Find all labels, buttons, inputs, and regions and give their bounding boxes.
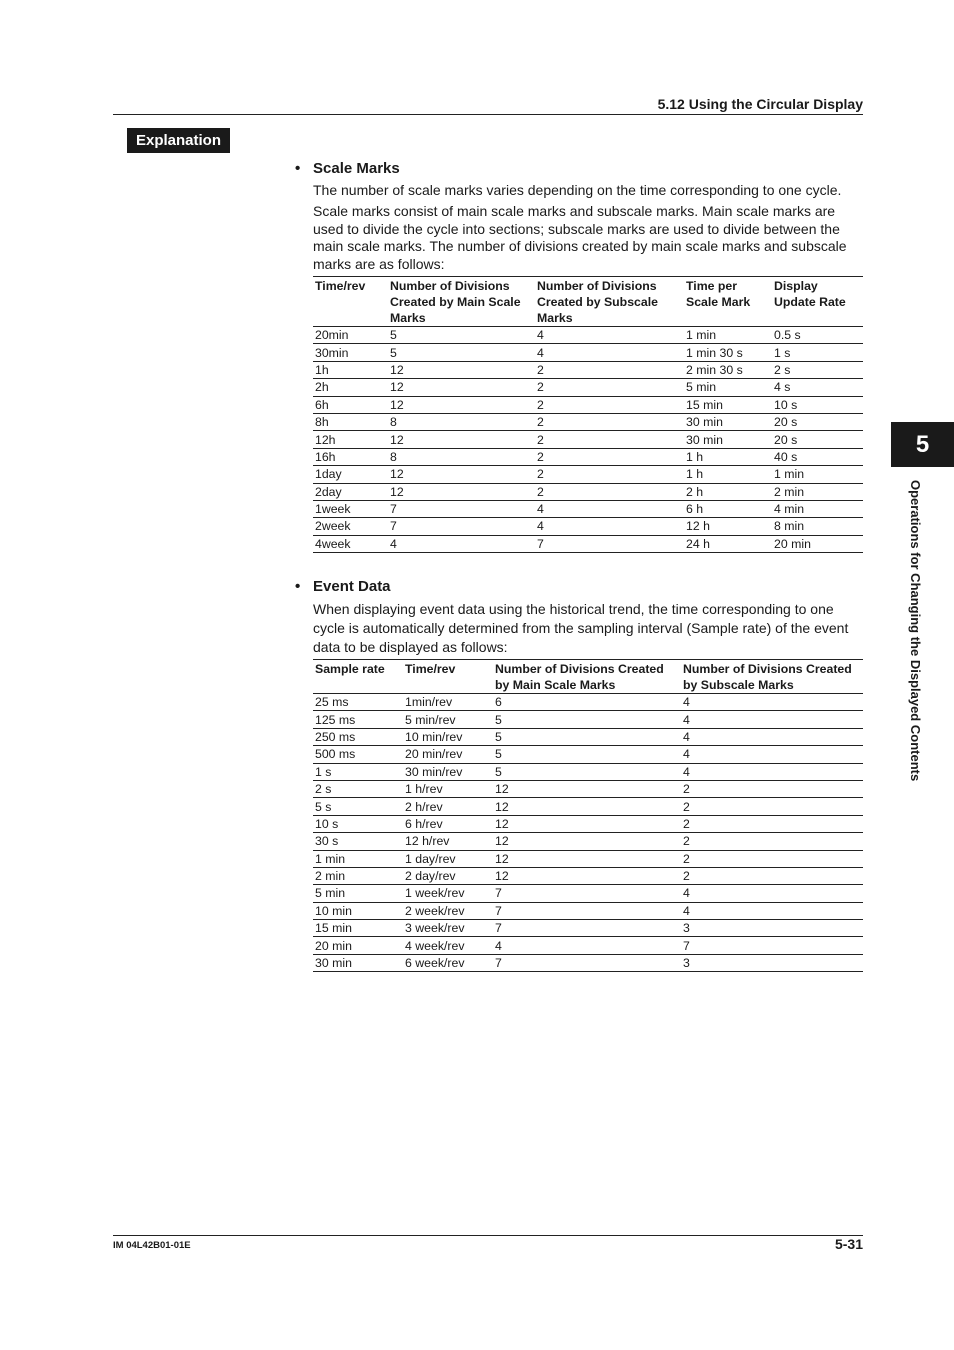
table-cell: 24 h — [684, 535, 772, 552]
table-cell: 30 min — [313, 954, 403, 971]
table-cell: 4 — [535, 327, 684, 344]
event-data-heading — [295, 578, 391, 595]
table-cell: 4 — [681, 711, 863, 728]
table-cell: 7 — [493, 920, 681, 937]
column-header: Time/rev — [313, 277, 388, 327]
table-cell: 2day — [313, 483, 388, 500]
table-cell: 3 — [681, 920, 863, 937]
table-cell: 7 — [388, 500, 535, 517]
table-cell: 4week — [313, 535, 388, 552]
event-data-heading-text: Event Data — [313, 578, 391, 595]
table-cell: 7 — [681, 937, 863, 954]
table-cell: 20min — [313, 327, 388, 344]
table-cell: 20 min — [772, 535, 863, 552]
table-cell: 30 min — [684, 431, 772, 448]
table-header-row — [313, 660, 863, 694]
table-cell: 7 — [493, 954, 681, 971]
table-cell: 2 — [681, 780, 863, 797]
table-cell: 2 s — [772, 361, 863, 378]
bullet-icon: • — [295, 578, 301, 595]
table-cell: 4 s — [772, 379, 863, 396]
column-header: Time per Scale Mark — [684, 277, 772, 327]
table-cell: 1 h — [684, 448, 772, 465]
table-cell: 30 s — [313, 833, 403, 850]
table-row — [313, 763, 863, 780]
bullet-icon: • — [295, 160, 301, 177]
table-cell: 7 — [493, 885, 681, 902]
table-cell: 20 s — [772, 413, 863, 430]
table-cell: 12 — [493, 780, 681, 797]
table-cell: 2 h/rev — [403, 798, 493, 815]
table-cell: 12 — [493, 867, 681, 884]
table-row — [313, 344, 863, 361]
table-cell: 20 s — [772, 431, 863, 448]
table-cell: 2 — [681, 833, 863, 850]
table-cell: 2 — [535, 483, 684, 500]
column-header: Display Update Rate — [772, 277, 863, 327]
table-cell: 7 — [493, 902, 681, 919]
table-cell: 2 — [535, 413, 684, 430]
section-header-title: 5.12 Using the Circular Display — [657, 96, 863, 112]
table-cell: 1 day/rev — [403, 850, 493, 867]
table-cell: 10 min/rev — [403, 728, 493, 745]
table-cell: 2week — [313, 518, 388, 535]
table-cell: 12 — [493, 850, 681, 867]
table-row — [313, 954, 863, 971]
table-cell: 4 — [535, 344, 684, 361]
table-cell: 2 min 30 s — [684, 361, 772, 378]
table-cell: 2 s — [313, 780, 403, 797]
table-cell: 2 — [535, 379, 684, 396]
table-cell: 2 — [535, 466, 684, 483]
table-cell: 5 min — [684, 379, 772, 396]
table-row — [313, 728, 863, 745]
table-cell: 4 week/rev — [403, 937, 493, 954]
table-row — [313, 694, 863, 711]
table-cell: 30min — [313, 344, 388, 361]
table-row — [313, 483, 863, 500]
page-number: 5-31 — [834, 1236, 863, 1252]
column-header: Sample rate — [313, 660, 403, 694]
table-cell: 5 min — [313, 885, 403, 902]
event-data-paragraph: When displaying event data using the historical trend, the time corresponding to one cycle is automatically determined from the sampling interval (Sample rate) of the event data to be displayed as follows: — [313, 601, 849, 655]
table-cell: 1h — [313, 361, 388, 378]
column-header: Time/rev — [403, 660, 493, 694]
table-cell: 4 — [535, 500, 684, 517]
table-cell: 2 h — [684, 483, 772, 500]
table-cell: 12h — [313, 431, 388, 448]
table-cell: 1 week/rev — [403, 885, 493, 902]
chapter-number-tab: 5 — [891, 422, 954, 467]
table-cell: 2h — [313, 379, 388, 396]
table-cell: 1 min — [684, 327, 772, 344]
table-cell: 12 h — [684, 518, 772, 535]
event-data-table — [313, 659, 863, 972]
table-cell: 2 — [535, 396, 684, 413]
table-row — [313, 780, 863, 797]
table-cell: 12 — [493, 815, 681, 832]
table-cell: 4 — [681, 746, 863, 763]
table-cell: 7 — [388, 518, 535, 535]
table-cell: 6h — [313, 396, 388, 413]
table-row — [313, 746, 863, 763]
table-cell: 5 s — [313, 798, 403, 815]
table-row — [313, 413, 863, 430]
table-cell: 1 min — [772, 466, 863, 483]
table-cell: 2 — [535, 431, 684, 448]
table-cell: 4 min — [772, 500, 863, 517]
table-row — [313, 920, 863, 937]
table-cell: 8 — [388, 448, 535, 465]
table-cell: 20 min — [313, 937, 403, 954]
table-row — [313, 885, 863, 902]
table-cell: 8h — [313, 413, 388, 430]
scale-marks-paragraph-2: Scale marks consist of main scale marks and subscale marks. Main scale marks are used to divide the cycle into sections; subscale marks are used to divide between the main scale marks. The number of divisions created by main scale marks and subscale marks are as follows: — [313, 203, 847, 272]
table-cell: 2 — [681, 815, 863, 832]
table-cell: 12 — [388, 483, 535, 500]
table-cell: 3 — [681, 954, 863, 971]
table-cell: 4 — [681, 763, 863, 780]
table-cell: 6 h — [684, 500, 772, 517]
table-row — [313, 850, 863, 867]
table-cell: 1 s — [313, 763, 403, 780]
table-cell: 3 week/rev — [403, 920, 493, 937]
table-row — [313, 396, 863, 413]
table-cell: 12 — [388, 361, 535, 378]
table-cell: 5 — [388, 344, 535, 361]
table-cell: 1day — [313, 466, 388, 483]
table-cell: 125 ms — [313, 711, 403, 728]
table-cell: 1 s — [772, 344, 863, 361]
table-row — [313, 518, 863, 535]
table-row — [313, 431, 863, 448]
table-cell: 4 — [681, 728, 863, 745]
table-cell: 5 — [388, 327, 535, 344]
table-header-row — [313, 277, 863, 327]
table-row — [313, 466, 863, 483]
table-cell: 30 min — [684, 413, 772, 430]
table-cell: 2 week/rev — [403, 902, 493, 919]
scale-marks-heading — [295, 160, 400, 177]
table-cell: 5 — [493, 763, 681, 780]
table-cell: 7 — [535, 535, 684, 552]
table-row — [313, 711, 863, 728]
table-cell: 2 min — [772, 483, 863, 500]
chapter-title-vertical: Operations for Changing the Displayed Contents — [908, 480, 923, 782]
column-header: Number of Divisions Created by Subscale Marks — [535, 277, 684, 327]
table-cell: 16h — [313, 448, 388, 465]
table-cell: 2 — [681, 850, 863, 867]
table-row — [313, 902, 863, 919]
table-cell: 5 min/rev — [403, 711, 493, 728]
table-row — [313, 379, 863, 396]
table-cell: 2 — [681, 798, 863, 815]
table-cell: 2 — [535, 361, 684, 378]
table-cell: 5 — [493, 728, 681, 745]
table-cell: 4 — [681, 694, 863, 711]
table-cell: 250 ms — [313, 728, 403, 745]
table-cell: 2 — [535, 448, 684, 465]
table-cell: 10 min — [313, 902, 403, 919]
column-header: Number of Divisions Created by Subscale Marks — [681, 660, 863, 694]
table-cell: 15 min — [313, 920, 403, 937]
table-cell: 12 — [388, 431, 535, 448]
table-cell: 20 min/rev — [403, 746, 493, 763]
table-cell: 12 — [493, 833, 681, 850]
table-cell: 4 — [388, 535, 535, 552]
table-cell: 1 min 30 s — [684, 344, 772, 361]
table-cell: 12 h/rev — [403, 833, 493, 850]
table-row — [313, 833, 863, 850]
table-row — [313, 867, 863, 884]
table-cell: 25 ms — [313, 694, 403, 711]
table-cell: 0.5 s — [772, 327, 863, 344]
table-row — [313, 361, 863, 378]
footer-divider — [113, 1235, 863, 1236]
table-cell: 40 s — [772, 448, 863, 465]
table-cell: 5 — [493, 711, 681, 728]
table-cell: 6 — [493, 694, 681, 711]
table-cell: 10 s — [313, 815, 403, 832]
header-divider — [113, 114, 863, 115]
column-header: Number of Divisions Created by Main Scale Marks — [388, 277, 535, 327]
table-cell: 1week — [313, 500, 388, 517]
table-row — [313, 500, 863, 517]
table-cell: 4 — [535, 518, 684, 535]
table-cell: 1min/rev — [403, 694, 493, 711]
table-cell: 12 — [388, 379, 535, 396]
scale-marks-heading-text: Scale Marks — [313, 160, 400, 177]
table-row — [313, 535, 863, 552]
table-cell: 12 — [493, 798, 681, 815]
table-cell: 15 min — [684, 396, 772, 413]
table-row — [313, 327, 863, 344]
table-cell: 5 — [493, 746, 681, 763]
scale-marks-paragraph-1: The number of scale marks varies depending on the time corresponding to one cycle. — [313, 182, 842, 198]
table-row — [313, 798, 863, 815]
table-cell: 12 — [388, 396, 535, 413]
table-cell: 12 — [388, 466, 535, 483]
table-cell: 1 h — [684, 466, 772, 483]
table-cell: 1 h/rev — [403, 780, 493, 797]
table-row — [313, 937, 863, 954]
table-cell: 6 h/rev — [403, 815, 493, 832]
scale-marks-table — [313, 276, 863, 553]
table-cell: 10 s — [772, 396, 863, 413]
table-cell: 4 — [493, 937, 681, 954]
table-cell: 30 min/rev — [403, 763, 493, 780]
table-cell: 1 min — [313, 850, 403, 867]
table-cell: 8 min — [772, 518, 863, 535]
table-cell: 4 — [681, 885, 863, 902]
table-cell: 8 — [388, 413, 535, 430]
table-row — [313, 448, 863, 465]
explanation-badge: Explanation — [127, 128, 230, 153]
table-cell: 500 ms — [313, 746, 403, 763]
table-cell: 2 day/rev — [403, 867, 493, 884]
table-row — [313, 815, 863, 832]
column-header: Number of Divisions Created by Main Scale Marks — [493, 660, 681, 694]
table-cell: 2 — [681, 867, 863, 884]
table-cell: 2 min — [313, 867, 403, 884]
table-cell: 6 week/rev — [403, 954, 493, 971]
table-cell: 4 — [681, 902, 863, 919]
document-id: IM 04L42B01-01E — [113, 1240, 191, 1251]
